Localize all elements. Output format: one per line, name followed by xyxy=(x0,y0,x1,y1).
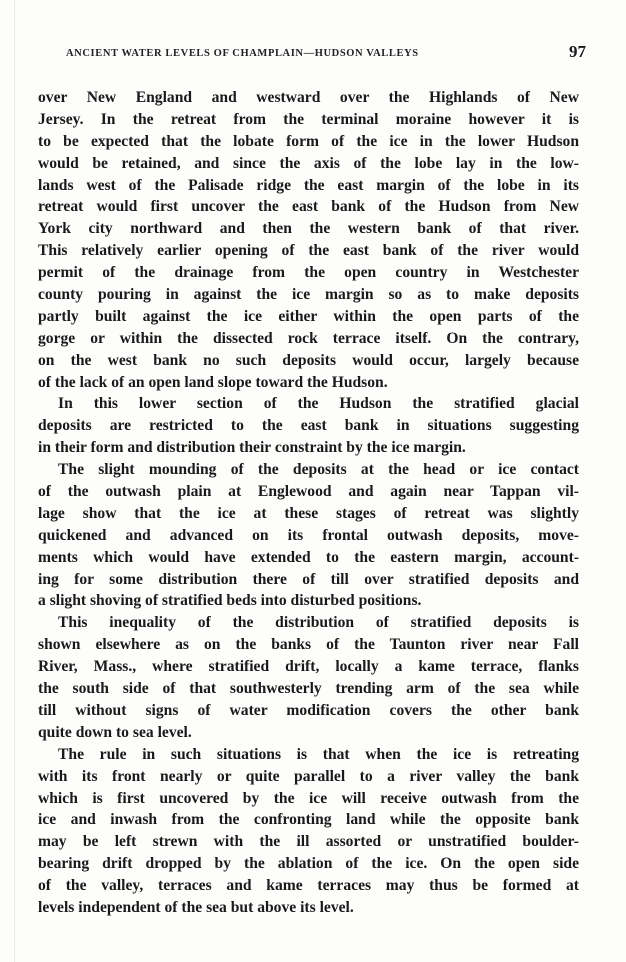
text-line: till without signs of water modification covers the other bank xyxy=(38,701,579,719)
body-text xyxy=(38,87,579,919)
text-line: lands west of the Palisade ridge the east margin of the lobe in its xyxy=(38,176,579,194)
text-line: partly built against the ice either within the open parts of the xyxy=(38,307,579,325)
text-line: of the lack of an open land slope toward the Hudson. xyxy=(38,373,388,391)
text-line: quite down to sea level. xyxy=(38,723,192,741)
text-line: which is first uncovered by the ice will receive outwash from the xyxy=(38,789,579,807)
text-line: The slight mounding of the deposits at the head or ice contact xyxy=(58,461,579,479)
text-line: a slight shoving of stratified beds into disturbed positions. xyxy=(38,592,422,610)
text-line: quickened and advanced on its frontal outwash deposits, move- xyxy=(38,526,579,544)
text-line: This relatively earlier opening of the east bank of the river would xyxy=(38,242,579,260)
text-line: ments which would have extended to the eastern margin, account- xyxy=(38,548,579,566)
page-header xyxy=(66,42,586,68)
text-line: lage show that the ice at these stages of retreat was slightly xyxy=(38,504,579,522)
text-line: gorge or within the dissected rock terrace itself. On the contrary, xyxy=(38,329,579,347)
text-line: retreat would first uncover the east bank of the Hudson from New xyxy=(38,198,579,216)
text-line: York city northward and then the western bank of that river. xyxy=(38,220,579,238)
text-line: county pouring in against the ice margin so as to make deposits xyxy=(38,286,579,304)
text-line: would be retained, and since the axis of the lobe lay in the low- xyxy=(38,154,579,172)
text-line: the south side of that southwesterly trending arm of the sea while xyxy=(38,680,579,698)
text-line: bearing drift dropped by the ablation of the ice. On the open side xyxy=(38,855,579,873)
text-line: The rule in such situations is that when the ice is retreating xyxy=(58,745,579,763)
text-line: shown elsewhere as on the banks of the Taunton river near Fall xyxy=(38,636,579,654)
text-line: in their form and distribution their constraint by the ice margin. xyxy=(38,439,466,457)
text-line: This inequality of the distribution of stratified deposits is xyxy=(58,614,579,632)
text-line: to be expected that the lobate form of the ice in the lower Hudson xyxy=(38,132,579,150)
text-line: on the west bank no such deposits would occur, largely because xyxy=(38,351,579,369)
text-line: of the valley, terraces and kame terraces may thus be formed at xyxy=(38,877,579,895)
text-line: deposits are restricted to the east bank in situations suggesting xyxy=(38,417,579,435)
text-line: ing for some distribution there of till over stratified deposits and xyxy=(38,570,579,588)
text-line: over New England and westward over the Highlands of New xyxy=(38,89,579,106)
text-line: levels independent of the sea but above its level. xyxy=(38,898,354,916)
text-line: may be left strewn with the ill assorted or unstratified boulder- xyxy=(38,833,579,851)
text-line: permit of the drainage from the open country in Westchester xyxy=(38,264,579,282)
text-line: In this lower section of the Hudson the stratified glacial xyxy=(58,395,579,413)
running-head: ANCIENT WATER LEVELS OF CHAMPLAIN—HUDSON VALLEYS xyxy=(66,48,419,59)
text-line: Jersey. In the retreat from the terminal moraine however it is xyxy=(38,110,579,128)
text-line: ice and inwash from the confronting land while the opposite bank xyxy=(38,811,579,829)
text-line: River, Mass., where stratified drift, locally a kame terrace, flanks xyxy=(38,658,579,676)
text-line: with its front nearly or quite parallel to a river valley the bank xyxy=(38,767,579,785)
page-number: 97 xyxy=(569,42,586,61)
page-edge xyxy=(14,0,15,962)
text-line: of the outwash plain at Englewood and again near Tappan vil- xyxy=(38,483,579,501)
